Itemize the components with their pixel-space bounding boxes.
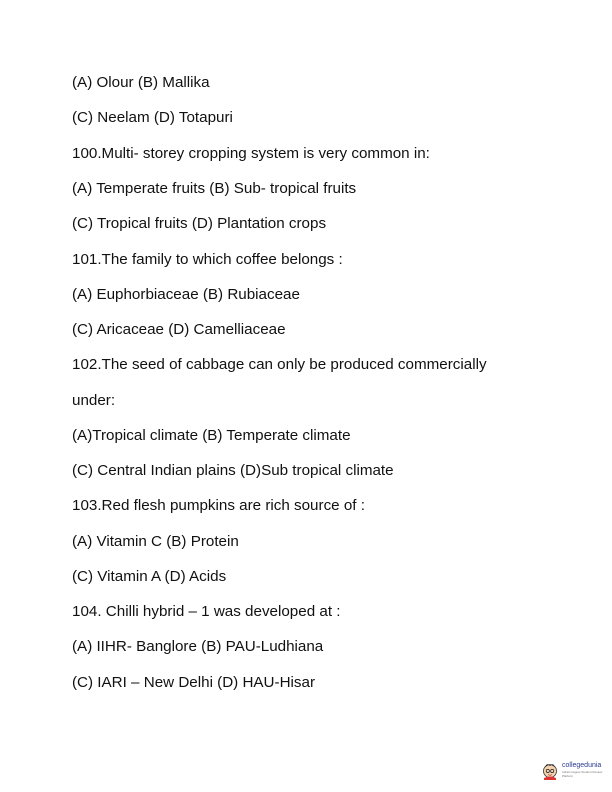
- question-line: 104. Chilli hybrid – 1 was developed at :: [72, 603, 341, 620]
- question-line: 101.The family to which coffee belongs :: [72, 251, 343, 268]
- option-line: (C) Vitamin A (D) Acids: [72, 568, 227, 585]
- collegedunia-logo: [540, 757, 606, 783]
- option-line: (A) Euphorbiaceae (B) Rubiaceae: [72, 286, 300, 303]
- mascot-icon: [540, 760, 560, 780]
- question-line: 100.Multi- storey cropping system is very common in:: [72, 145, 430, 162]
- option-line: (C) Central Indian plains (D)Sub tropical climate: [72, 462, 394, 479]
- option-line: (A)Tropical climate (B) Temperate climate: [72, 427, 351, 444]
- option-line: (A) Temperate fruits (B) Sub- tropical fruits: [72, 180, 357, 197]
- option-line: (C) Tropical fruits (D) Plantation crops: [72, 215, 327, 232]
- option-line: (C) IARI – New Delhi (D) HAU-Hisar: [72, 674, 316, 691]
- option-line: (A) IIHR- Banglore (B) PAU-Ludhiana: [72, 638, 324, 655]
- option-line: (A) Olour (B) Mallika: [72, 74, 210, 91]
- question-line: under:: [72, 392, 116, 409]
- option-line: (A) Vitamin C (B) Protein: [72, 533, 239, 550]
- option-line: (C) Neelam (D) Totapuri: [72, 109, 233, 126]
- logo-tagline: India's largest Student Review Platform: [562, 770, 603, 778]
- logo-wordmark: collegedunia: [562, 762, 602, 769]
- question-line: 102.The seed of cabbage can only be produced commercially: [72, 356, 487, 373]
- question-line: 103.Red flesh pumpkins are rich source of :: [72, 497, 365, 514]
- option-line: (C) Aricaceae (D) Camelliaceae: [72, 321, 286, 338]
